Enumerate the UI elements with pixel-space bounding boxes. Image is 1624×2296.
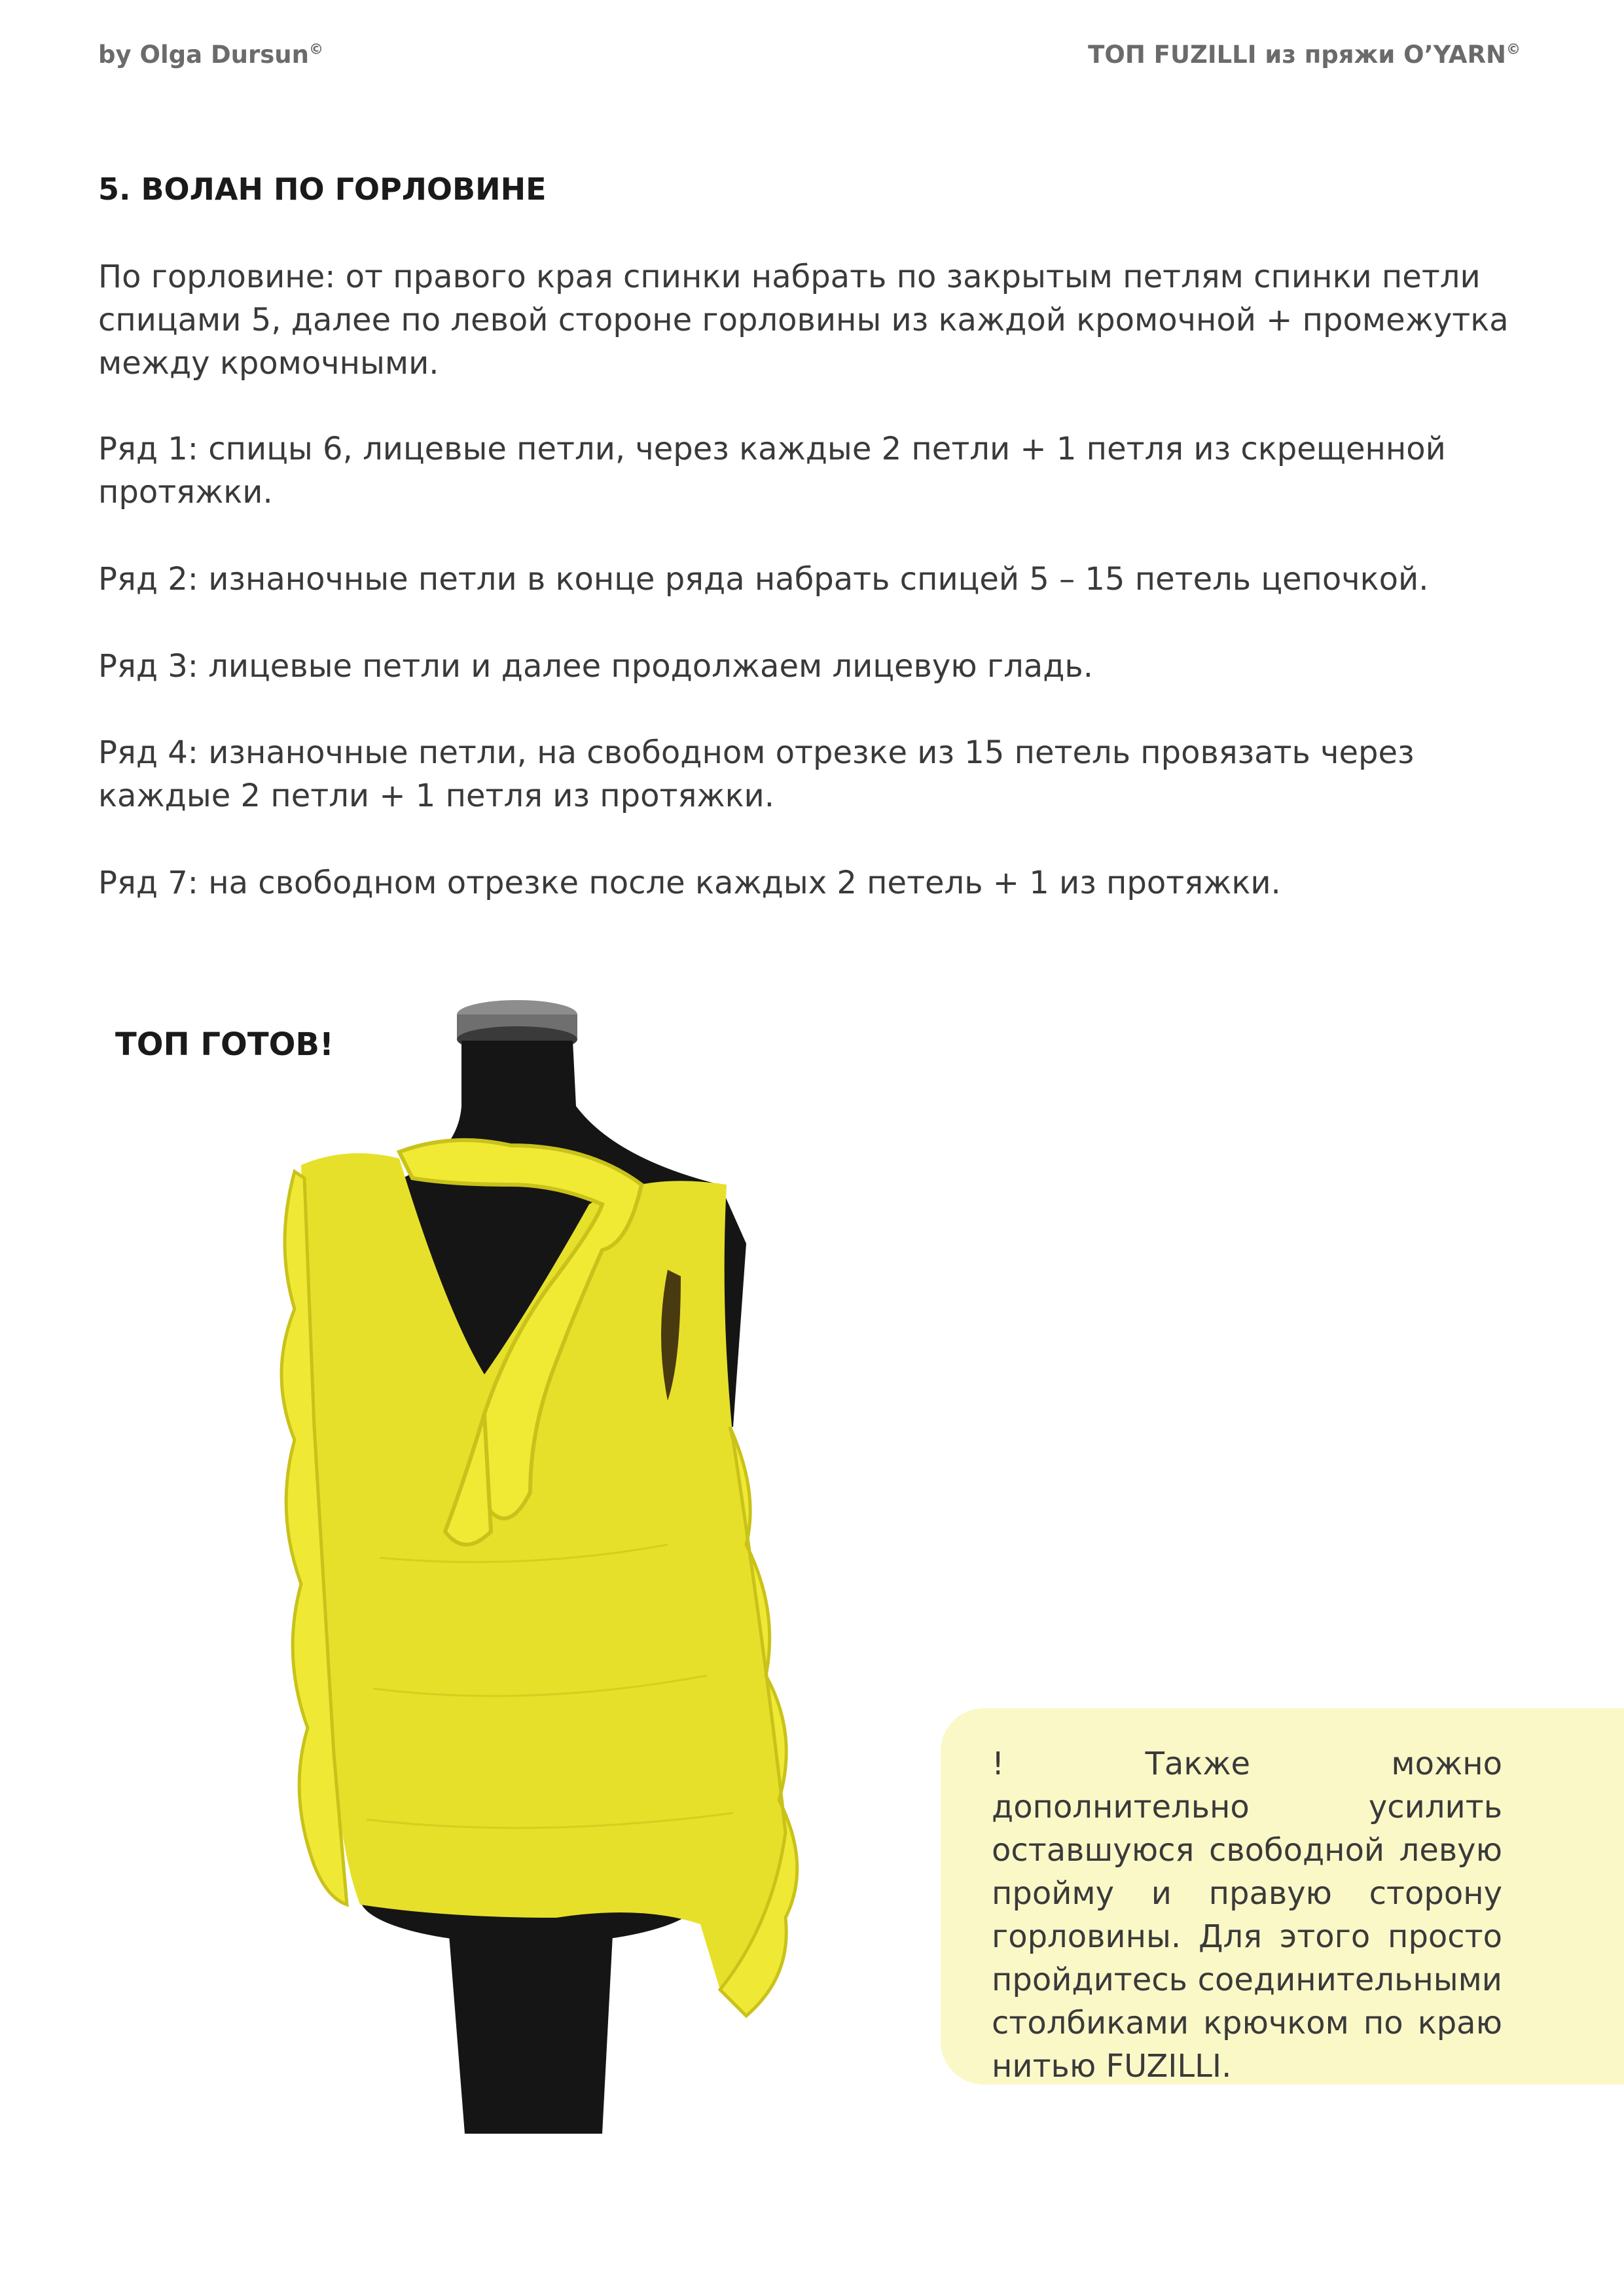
instruction-row-3: Ряд 3: лицевые петли и далее продолжаем лицевую гладь. (98, 648, 1093, 685)
tip-note-text: ! Также можно дополнительно усилить оставшуюся свободной левую пройму и правую сторону горловины. Для этого просто пройдитесь соединительными столбиками крючком по краю нитью FUZILLI. (992, 1746, 1502, 2085)
top-photo (249, 969, 877, 2147)
copyright-mark: © (308, 41, 323, 58)
done-label: ТОП ГОТОВ! (115, 1026, 334, 1063)
instruction-row-2: Ряд 2: изнаночные петли в конце ряда набрать спицей 5 – 15 петель цепочкой. (98, 561, 1429, 598)
header-title (1088, 41, 1521, 69)
instruction-row-4: Ряд 4: изнаночные петли, на свободном отрезке из 15 петель провязать через каждые 2 петли + 1 петля из протяжки. (98, 734, 1415, 814)
header-title-text: ТОП FUZILLI из пряжи O’YARN (1088, 41, 1506, 69)
instruction-row-1: Ряд 1: спицы 6, лицевые петли, через каждые 2 петли + 1 петля из скрещенной протяжки. (98, 431, 1446, 511)
header-author-text: by Olga Dursun (98, 41, 309, 69)
copyright-mark: © (1506, 41, 1521, 58)
section-title: 5. ВОЛАН ПО ГОРЛОВИНЕ (98, 171, 547, 207)
instruction-intro: По горловине: от правого края спинки набрать по закрытым петлям спинки петли спицами 5, далее по левой стороне горловины из каждой кромочной + промежутка между кромочными. (98, 259, 1509, 382)
tip-note (941, 1708, 1624, 2085)
header-author (98, 41, 323, 69)
instruction-row-7: Ряд 7: на свободном отрезке после каждых 2 петель + 1 из протяжки. (98, 865, 1281, 901)
